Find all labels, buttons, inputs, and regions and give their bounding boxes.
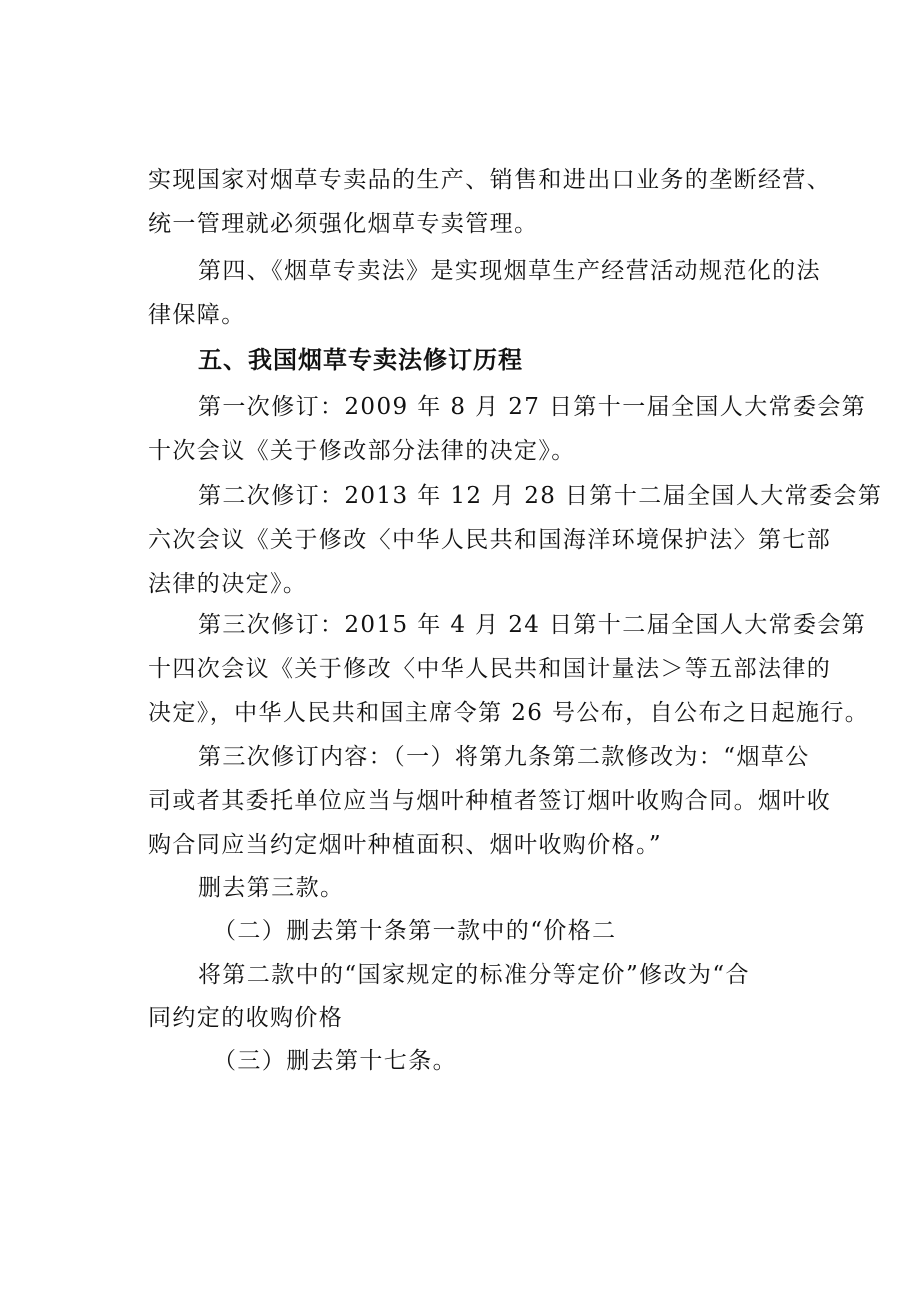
text-line: 六次会议《关于修改〈中华人民共和国海洋环境保护法〉第七部: [148, 527, 832, 553]
text-line: 同约定的收购价格: [148, 1005, 344, 1031]
text-line: 司或者其委托单位应当与烟叶种植者签订烟叶收购合同。烟叶收: [148, 788, 832, 814]
text-line: 决定》，中华人民共和国主席令第 26 号公布，自公布之日起施行。: [148, 700, 870, 726]
text-line: 第三次修订内容：（一）将第九条第二款修改为：“烟草公: [198, 744, 810, 770]
text-line: 购合同应当约定烟叶种植面积、烟叶收购价格。”: [148, 832, 663, 858]
text-line: 将第二款中的“国家规定的标准分等定价”修改为“合: [198, 962, 750, 988]
text-line: 第四、《烟草专卖法》是实现烟草生产经营活动规范化的法: [198, 258, 821, 284]
section-heading: 五、我国烟草专卖法修订历程: [198, 346, 523, 374]
text-line: 法律的决定》。: [148, 571, 308, 597]
text-line: 第三次修订：2015 年 4 月 24 日第十二届全国人大常委会第: [198, 612, 867, 638]
text-line: （二）删去第十条第一款中的“价格二: [213, 918, 617, 944]
text-line: 第一次修订：2009 年 8 月 27 日第十一届全国人大常委会第: [198, 394, 867, 420]
text-line: 实现国家对烟草专卖品的生产、销售和进出口业务的垄断经营、: [148, 167, 832, 193]
text-line: 十四次会议《关于修改〈中华人民共和国计量法＞等五部法律的: [148, 656, 832, 682]
text-line: 十次会议《关于修改部分法律的决定》。: [148, 438, 576, 464]
text-line: （三）删去第十七条。: [213, 1048, 457, 1074]
text-line: 统一管理就必须强化烟草专卖管理。: [148, 211, 539, 237]
text-line: 律保障。: [148, 302, 246, 328]
text-line: 删去第三款。: [198, 875, 345, 901]
text-line: 第二次修订：2013 年 12 月 28 日第十二届全国人大常委会第: [198, 483, 883, 509]
